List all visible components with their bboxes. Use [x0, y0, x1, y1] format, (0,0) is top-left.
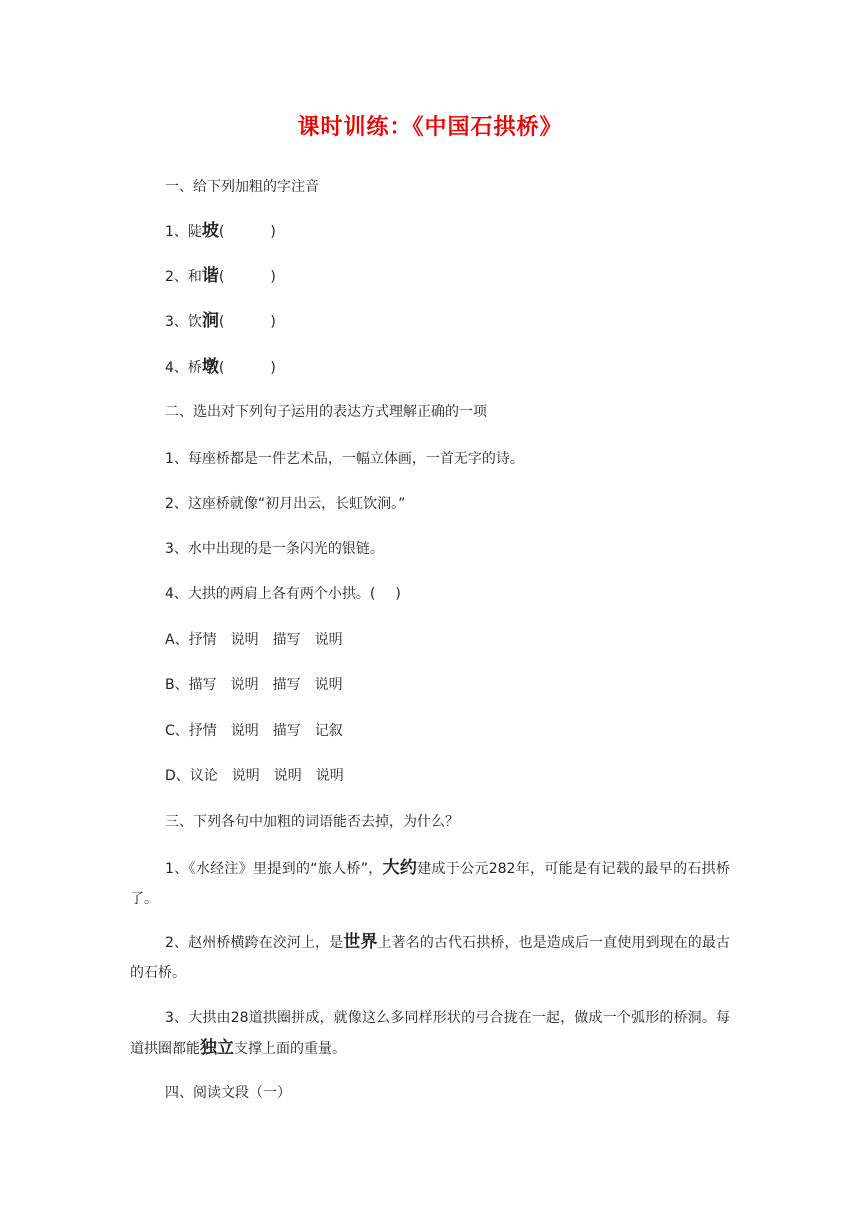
s2-sentence-2: 2、这座桥就像“初月出云，长虹饮涧。”	[165, 496, 406, 512]
s3-question-1	[130, 853, 730, 914]
close-paren: )	[270, 360, 276, 376]
option-word: 说明	[230, 677, 259, 693]
s1-item-2	[165, 266, 276, 287]
section-1-heading: 一、给下列加粗的字注音	[165, 179, 319, 195]
question-text: 2、赵州桥横跨在洨河上，是	[165, 935, 344, 951]
item-prefix: 1、陡	[165, 224, 202, 240]
option-label: A、抒情	[165, 632, 217, 648]
option-label: D、议论	[165, 768, 218, 784]
option-c[interactable]	[165, 721, 343, 741]
close-paren: )	[270, 314, 276, 330]
question-text: 支撑上面的重量。	[234, 1041, 346, 1057]
option-word: 描写	[272, 632, 301, 648]
sentence-text: 4、大拱的两肩上各有两个小拱。(	[165, 586, 376, 602]
open-paren: (	[218, 224, 225, 240]
option-word: 说明	[231, 768, 260, 784]
s3-question-2	[130, 927, 730, 988]
item-prefix: 2、和	[165, 269, 202, 285]
question-text: 1、《水经注》里提到的“旅人桥”，	[165, 861, 383, 877]
s1-item-3	[165, 311, 276, 332]
bold-char: 涧	[201, 311, 219, 331]
item-prefix: 3、饮	[165, 314, 202, 330]
question-text: 建成于公元282年，可能是有记载的最早的石拱桥了。	[130, 861, 730, 907]
bold-char: 墩	[201, 357, 219, 377]
option-word: 说明	[315, 768, 344, 784]
item-prefix: 4、桥	[165, 360, 202, 376]
s2-sentence-4	[165, 584, 401, 604]
close-paren: )	[270, 269, 276, 285]
bold-word: 独立	[200, 1038, 234, 1058]
open-paren: (	[218, 269, 225, 285]
option-a[interactable]	[165, 630, 343, 650]
open-paren: (	[218, 360, 225, 376]
s1-item-1	[165, 221, 276, 242]
bold-word: 大约	[382, 858, 418, 878]
bold-char: 谐	[201, 266, 219, 286]
option-word: 说明	[273, 768, 302, 784]
question-text: 3、大拱由28道拱圈拼成，就像这么多同样形状的弓合拢在一起，做成一个弧形的桥洞。每道拱圈都能	[130, 1010, 730, 1057]
option-label: B、描写	[165, 677, 217, 693]
question-text: 上著名的古代石拱桥，也是造成后一直使用到现在的最古的石桥。	[130, 935, 731, 981]
s2-sentence-1: 1、每座桥都是一件艺术品，一幅立体画，一首无字的诗。	[165, 451, 524, 467]
option-word: 说明	[230, 723, 259, 739]
close-paren: )	[270, 224, 276, 240]
option-word: 记叙	[314, 723, 343, 739]
s1-item-4	[165, 357, 276, 378]
section-2-heading: 二、选出对下列句子运用的表达方式理解正确的一项	[165, 404, 487, 420]
close-paren: )	[395, 586, 401, 602]
section-4-heading: 四、阅读文段（一）	[165, 1085, 291, 1101]
option-label: C、抒情	[165, 723, 217, 739]
option-word: 说明	[230, 632, 259, 648]
s3-question-3	[130, 1003, 730, 1064]
option-b[interactable]	[165, 675, 343, 695]
bold-word: 世界	[343, 932, 378, 952]
page-title: 课时训练：《中国石拱桥》	[297, 115, 563, 140]
section-3-heading: 三、下列各句中加粗的词语能否去掉，为什么？	[165, 814, 459, 830]
option-d[interactable]	[165, 766, 344, 786]
s2-sentence-3: 3、水中出现的是一条闪光的银链。	[165, 541, 384, 557]
option-word: 说明	[314, 677, 343, 693]
bold-char: 坡	[201, 221, 219, 241]
option-word: 描写	[272, 723, 301, 739]
option-word: 描写	[272, 677, 301, 693]
option-word: 说明	[314, 632, 343, 648]
open-paren: (	[218, 314, 225, 330]
